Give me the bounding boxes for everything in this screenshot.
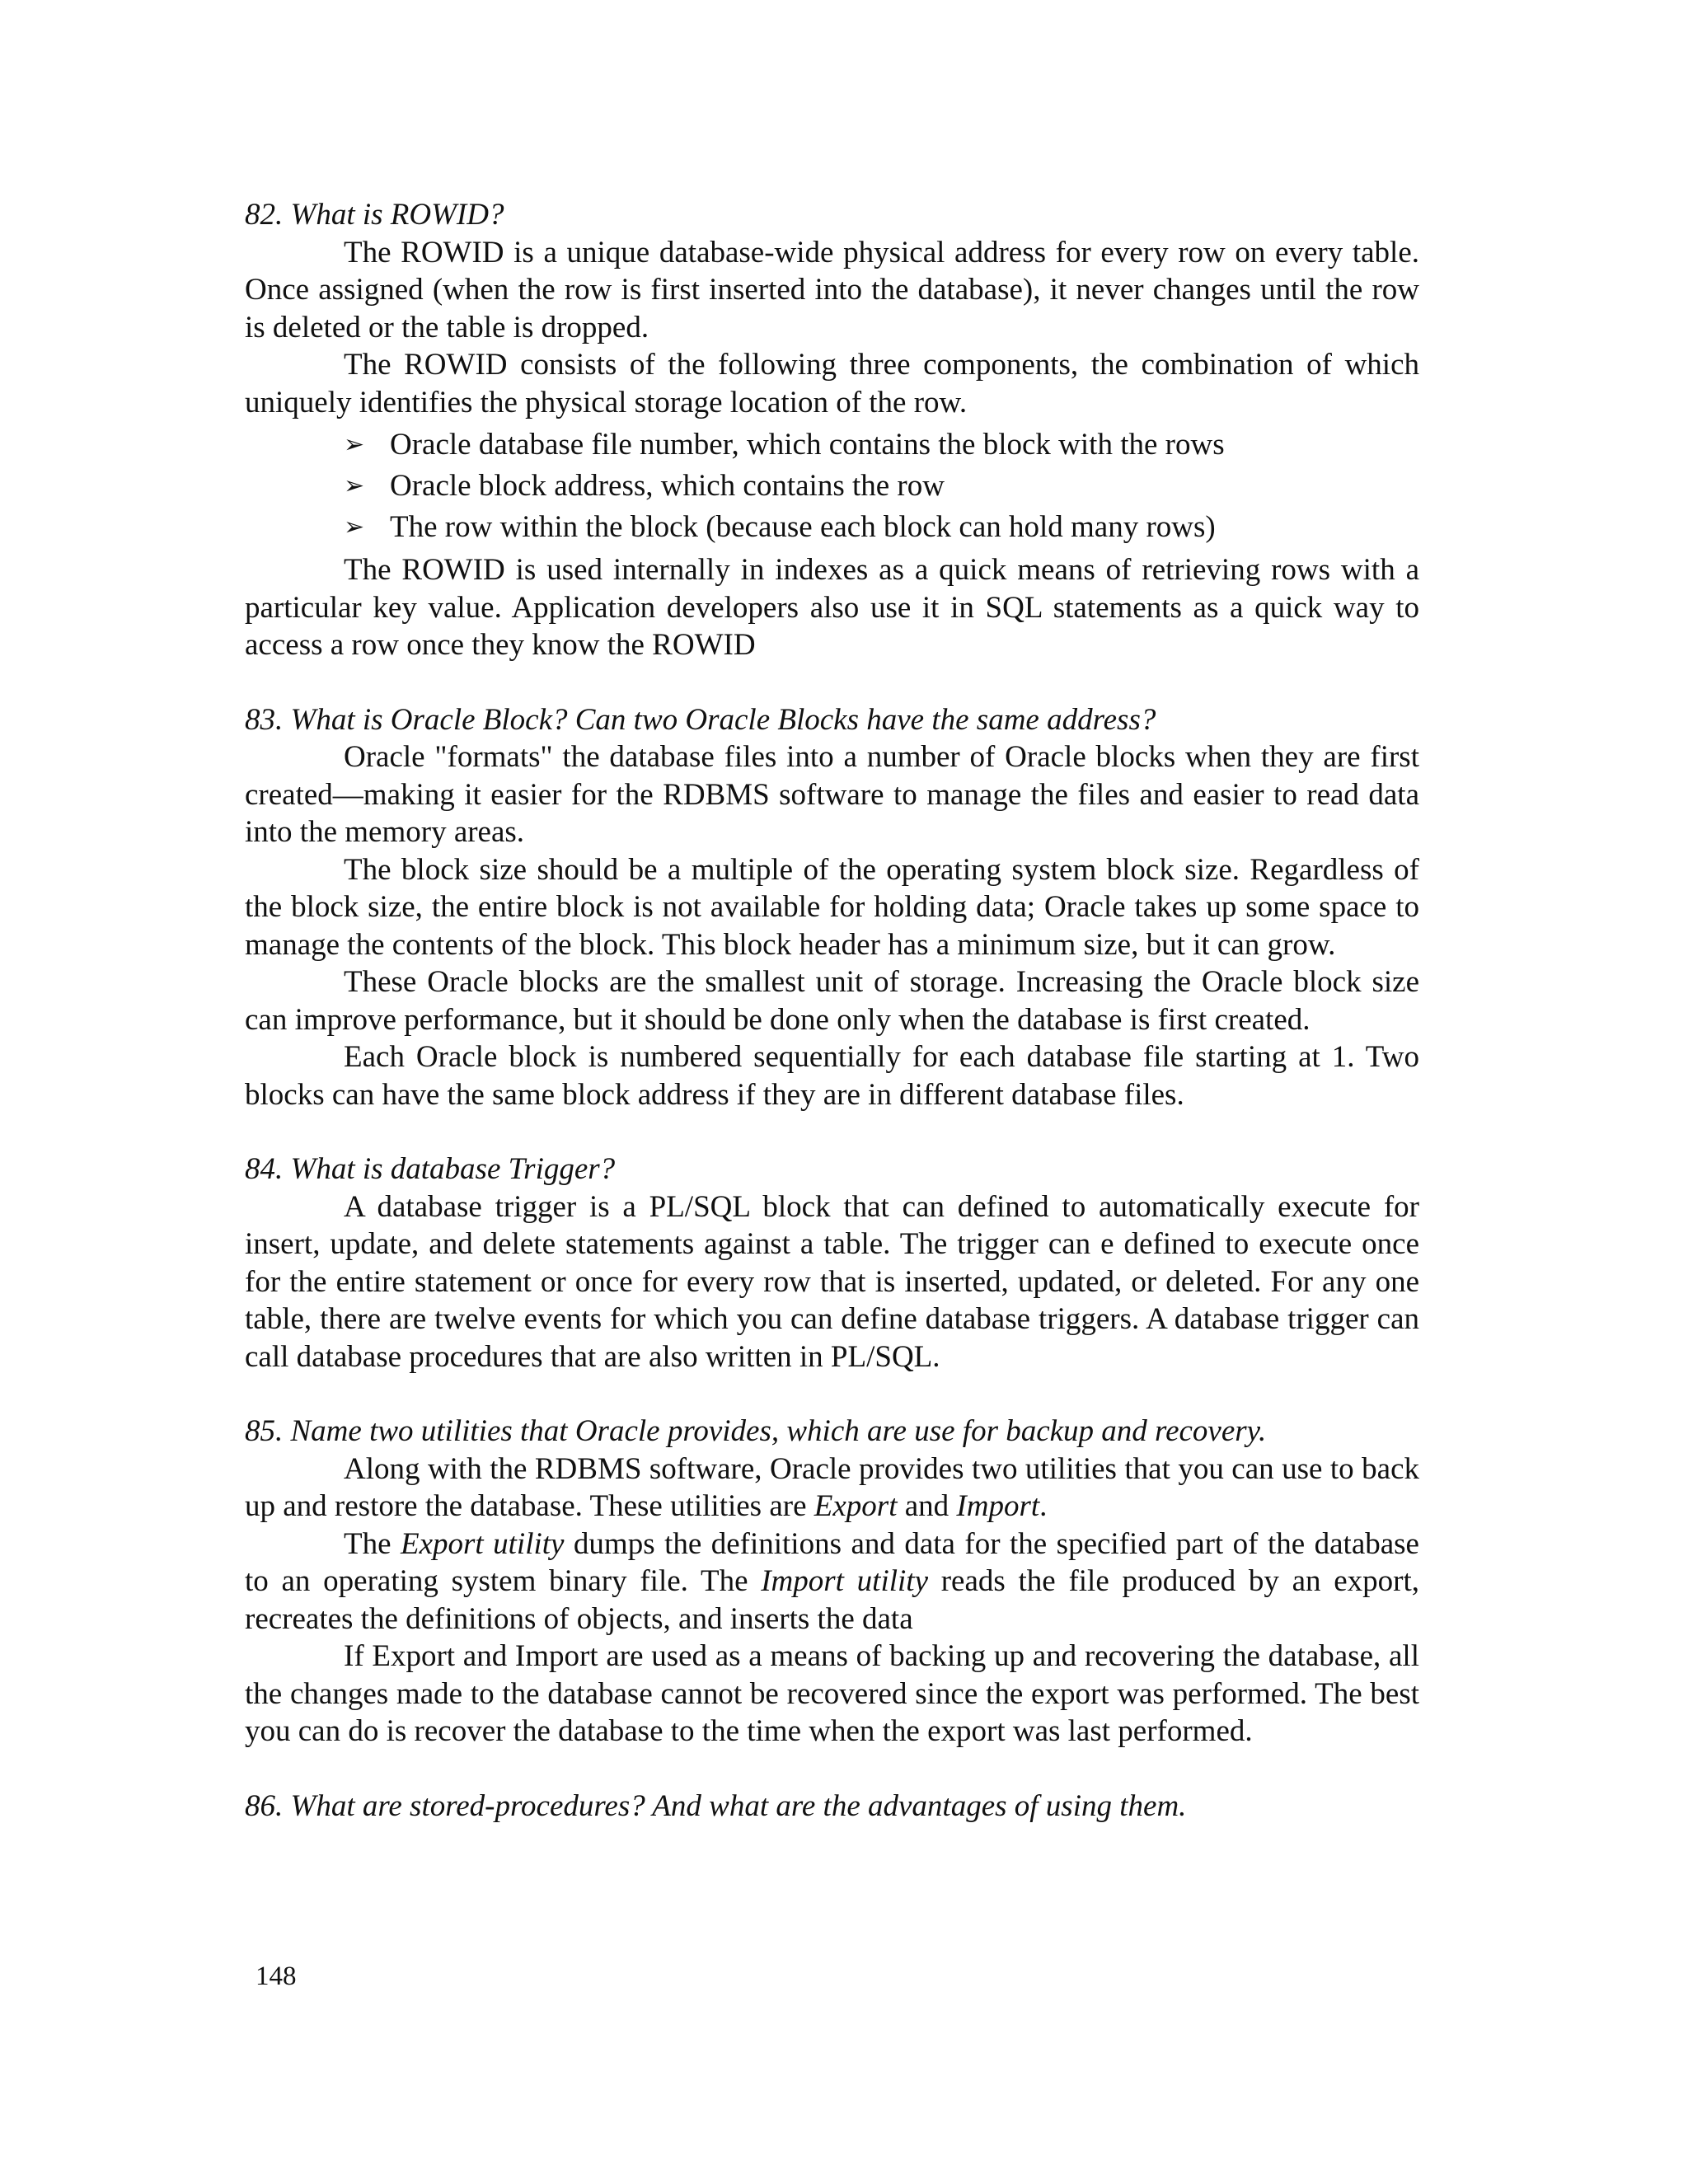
q82-paragraph-1: The ROWID is a unique database-wide physical address for every row on every table. Once assigned (when the row is first inserted into the database), it never changes until the row is deleted or the table is dropped. [245, 235, 1419, 344]
q85-p2-text-a: The [344, 1526, 401, 1561]
list-item-text: The row within the block (because each block can hold many rows) [390, 510, 1216, 544]
list-item-text: Oracle block address, which contains the row [390, 469, 945, 503]
q85-paragraph-3: If Export and Import are used as a means of backing up and recovering the database, all the changes made to the database cannot be recovered since the export was performed. The best you can do is recover the database to the time when the export was last performed. [245, 1639, 1419, 1748]
rowid-components-list [245, 424, 1419, 548]
q85-p1-and: and [897, 1489, 957, 1523]
list-item-text: Oracle database file number, which contains the block with the rows [390, 428, 1225, 462]
section-gap [245, 1750, 1419, 1788]
page-number: 148 [256, 1961, 297, 1991]
list-item [344, 424, 1419, 466]
export-term: Export [814, 1489, 898, 1523]
q82-paragraph-2: The ROWID consists of the following three components, the combination of which uniquely identifies the physical storage location of the row. [245, 348, 1419, 419]
q85-paragraph-1 [245, 1451, 1419, 1526]
import-utility-term: Import utility [761, 1564, 928, 1598]
question-85-heading: 85. Name two utilities that Oracle provides, which are use for backup and recovery. [245, 1414, 1267, 1448]
list-item [344, 507, 1419, 548]
question-83-heading: 83. What is Oracle Block? Can two Oracle Blocks have the same address? [245, 702, 1156, 737]
q85-p2-text-c: reads the file produced by an export, recreates the definitions of objects, and inserts the data [245, 1564, 1420, 1636]
section-gap [245, 1113, 1419, 1151]
question-86-heading: 86. What are stored-procedures? And what are the advantages of using them. [245, 1788, 1187, 1823]
q85-p1-text: Along with the RDBMS software, Oracle provides two utilities that you can use to back up and restore the database. These utilities are [245, 1451, 1419, 1523]
q83-paragraph-4: Each Oracle block is numbered sequentially for each database file starting at 1. Two blocks can have the same block address if they are in different database files. [245, 1040, 1419, 1112]
q85-p2-text-b: dumps the definitions and data for the specified part of the database to an operating system binary file. The [245, 1526, 1419, 1598]
arrow-bullet-icon: ➢ [344, 471, 365, 500]
q83-paragraph-2: The block size should be a multiple of the operating system block size. Regardless of the block size, the entire block is not available for holding data; Oracle takes up some space to manage the contents of the block. This block header has a minimum size, but it can grow. [245, 852, 1419, 962]
export-utility-term: Export utility [400, 1526, 565, 1561]
q85-paragraph-2 [245, 1526, 1419, 1638]
page-content [245, 196, 1419, 1825]
section-gap [245, 664, 1419, 701]
q82-paragraph-3: The ROWID is used internally in indexes as a quick means of retrieving rows with a particular key value. Application developers also use it in SQL statements as a quick way to access a row once they know the ROWID [245, 553, 1419, 662]
arrow-bullet-icon: ➢ [344, 513, 365, 541]
import-term: Import [956, 1489, 1040, 1523]
q83-paragraph-3: These Oracle blocks are the smallest unit of storage. Increasing the Oracle block size can improve performance, but it should be done only when the database is first created. [245, 965, 1419, 1037]
q83-paragraph-1: Oracle "formats" the database files into a number of Oracle blocks when they are first created—making it easier for the RDBMS software to manage the files and easier to read data into the memory areas. [245, 740, 1419, 849]
question-84-heading: 84. What is database Trigger? [245, 1152, 616, 1186]
q85-p1-end: . [1039, 1489, 1048, 1523]
question-82-heading: 82. What is ROWID? [245, 198, 504, 232]
list-item [344, 466, 1419, 507]
arrow-bullet-icon: ➢ [344, 430, 365, 459]
q84-paragraph-1: A database trigger is a PL/SQL block that can defined to automatically execute for insert, update, and delete statements against a table. The trigger can e defined to execute once for the entire statement or once for every row that is inserted, updated, or deleted. For any one table, there are twelve events for which you can define database triggers. A database trigger can call database procedures that are also written in PL/SQL. [245, 1189, 1419, 1374]
section-gap [245, 1376, 1419, 1413]
